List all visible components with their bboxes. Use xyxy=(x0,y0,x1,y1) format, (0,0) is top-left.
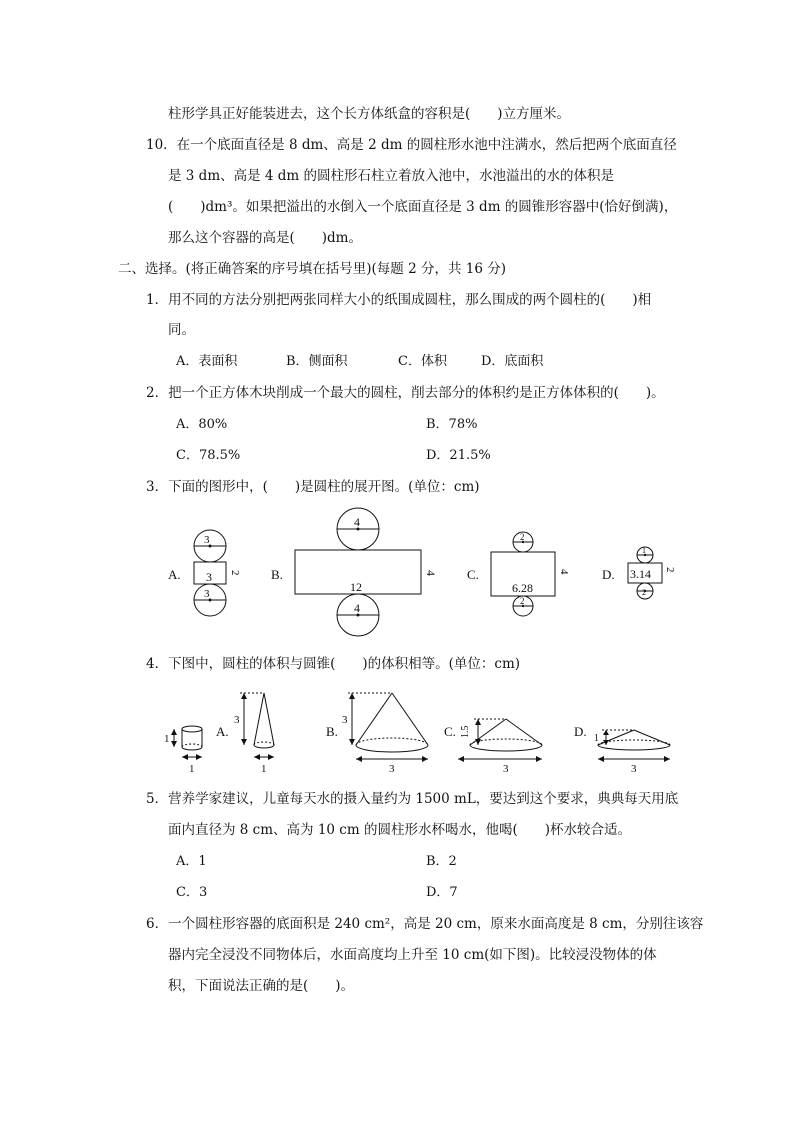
c3-a-label: A. xyxy=(168,567,181,582)
c3-d-rect-value: 3.14 xyxy=(630,567,651,581)
c3-a-circle-value-2: 3 xyxy=(204,588,210,600)
q10-line-4: 那么这个容器的高是( )dm。 xyxy=(168,230,362,246)
c3-figures xyxy=(160,505,680,645)
c5-option-d: D．7 xyxy=(426,885,458,900)
c4-c-d: 3 xyxy=(503,763,509,775)
c2-option-d: D．21.5% xyxy=(426,448,491,463)
c3-d-side-value: 2 xyxy=(664,567,676,573)
c6-line-2: 器内完全浸没不同物体后，水面高度均上升至 10 cm(如下图)。比较浸没物体的体 xyxy=(168,947,657,963)
c4-d-h: 1 xyxy=(594,733,599,744)
c4-c-label: C. xyxy=(444,724,456,739)
c1-option-a: A．表面积 xyxy=(176,354,238,369)
q10-line-3: ( )dm³。如果把溢出的水倒入一个底面直径是 3 dm 的圆锥形容器中(恰好倒满)， xyxy=(168,199,678,215)
c3-c-circle-value-2: 2 xyxy=(520,596,525,606)
c3-b-rect-value: 12 xyxy=(350,580,362,594)
c2-option-c: C．78.5% xyxy=(176,448,241,463)
c3-b-side-value: 4 xyxy=(424,570,438,576)
c1-option-c: C．体积 xyxy=(398,354,447,369)
c3-c-side-value: 4 xyxy=(558,569,570,575)
c3-a-circle-value: 3 xyxy=(204,534,210,546)
c5-line-2: 面内直径为 8 cm、高为 10 cm 的圆柱形水杯喝水，他喝( )杯水较合适。 xyxy=(168,822,631,838)
c5-line-1: 5．营养学家建议，儿童每天水的摄入量约为 1500 mL，要达到这个要求，典典每天用底 xyxy=(146,791,679,807)
c3-d-label: D. xyxy=(602,567,615,582)
c3-b-circle-value: 4 xyxy=(354,515,360,529)
c4-cyl-d: 1 xyxy=(189,763,195,775)
c4-d-d: 3 xyxy=(631,763,637,775)
c4-a-d: 1 xyxy=(261,763,267,775)
c4-b-d: 3 xyxy=(389,763,395,775)
q9-line: 柱形学具正好能装进去，这个长方体纸盒的容积是( )立方厘米。 xyxy=(168,106,571,122)
c1-line-1: 1．用不同的方法分别把两张同样大小的纸围成圆柱，那么围成的两个圆柱的( )相 xyxy=(146,292,652,308)
c3-d-circle-value: 1 xyxy=(642,546,646,555)
c6-line-1: 6．一个圆柱形容器的底面积是 240 cm²，高是 20 cm，原来水面高度是 8 cm，分别往该容 xyxy=(146,916,704,932)
c1-line-2: 同。 xyxy=(168,322,195,338)
c1-option-b: B．侧面积 xyxy=(286,354,348,369)
c3-c-label: C. xyxy=(467,567,479,582)
c4-figures xyxy=(160,685,680,775)
c3-line-1: 3．下面的图形中，( )是圆柱的展开图。(单位：cm) xyxy=(146,479,480,495)
c4-line-1: 4．下图中，圆柱的体积与圆锥( )的体积相等。(单位：cm) xyxy=(146,656,521,672)
c5-option-a: A．1 xyxy=(176,854,207,869)
c3-b-label: B. xyxy=(271,567,283,582)
c4-c-h: 1.5 xyxy=(460,725,471,738)
c4-cyl-h: 1 xyxy=(164,733,170,745)
c3-c-rect-value: 6.28 xyxy=(512,581,533,595)
section-heading: 二、选择。(将正确答案的序号填在括号里)(每题 2 分，共 16 分) xyxy=(118,261,506,277)
c3-b-circle-value-2: 4 xyxy=(354,601,360,615)
c3-d-circle-value-2: 2 xyxy=(642,588,646,597)
c2-line-1: 2．把一个正方体木块削成一个最大的圆柱，削去部分的体积约是正方体体积的( )。 xyxy=(146,385,665,401)
c3-a-rect-value: 3 xyxy=(206,570,212,584)
c4-b-h: 3 xyxy=(342,714,348,726)
c4-b-label: B. xyxy=(326,724,338,739)
c2-option-b: B．78% xyxy=(426,417,478,432)
c5-option-c: C．3 xyxy=(176,885,208,900)
c6-line-3: 积，下面说法正确的是( )。 xyxy=(168,978,355,994)
c4-a-label: A. xyxy=(216,724,229,739)
q10-line-1: 10．在一个底面直径是 8 dm、高是 2 dm 的圆柱形水池中注满水，然后把两个底面直径 xyxy=(146,137,677,153)
c5-option-b: B．2 xyxy=(426,854,457,869)
c2-option-a: A．80% xyxy=(176,417,228,432)
c4-a-h: 3 xyxy=(234,714,240,726)
q10-line-2: 是 3 dm、高是 4 dm 的圆柱形石柱立着放入池中，水池溢出的水的体积是 xyxy=(168,168,615,184)
c4-d-label: D. xyxy=(574,724,587,739)
c1-option-d: D．底面积 xyxy=(481,354,544,369)
c3-a-side-value: 2 xyxy=(229,570,241,576)
c3-c-circle-value: 2 xyxy=(520,532,525,542)
